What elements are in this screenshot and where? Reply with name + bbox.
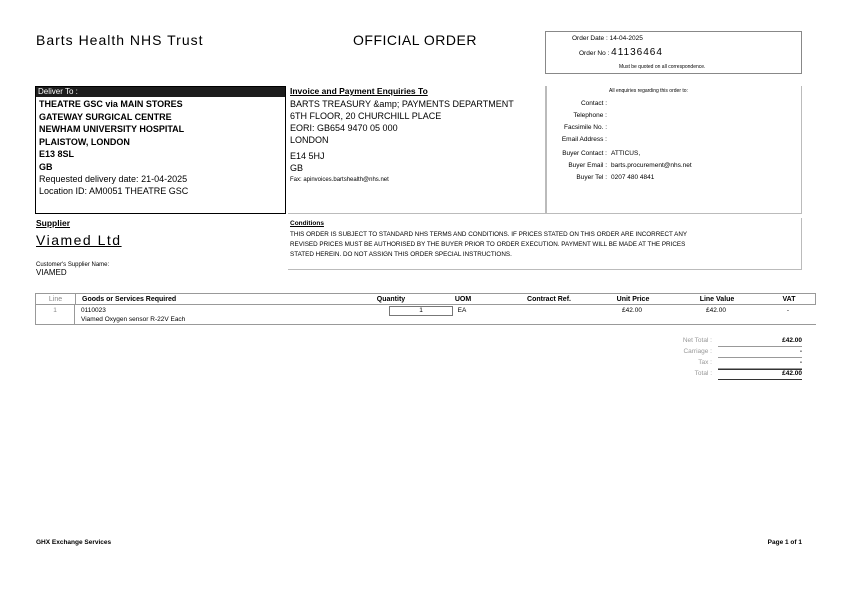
invoice-line: BARTS TREASURY &amp; PAYMENTS DEPARTMENT — [290, 99, 514, 109]
buyer-email-label: Buyer Email : — [568, 162, 607, 169]
conditions-text — [290, 230, 687, 260]
deliver-to-address — [39, 98, 184, 148]
customer-supplier-label: Customer's Supplier Name: — [36, 262, 110, 268]
invoice-postcode: E14 5HJ — [290, 151, 325, 161]
header-unit-price: Unit Price — [616, 296, 650, 303]
deliver-line: NEWHAM UNIVERSITY HOSPITAL — [39, 124, 185, 134]
items-table — [35, 293, 816, 333]
invoice-address — [290, 98, 514, 146]
invoice-heading: Invoice and Payment Enquiries To — [290, 86, 428, 96]
conditions-box — [288, 218, 802, 270]
order-date-row — [572, 35, 643, 42]
invoice-fax: Fax: apinvoices.bartshealth@nhs.net — [290, 177, 389, 183]
row-line: 1 — [35, 305, 75, 325]
buyer-contact-value: ATTICUS, — [611, 150, 641, 157]
facsimile-row — [547, 122, 801, 134]
page-number: Page 1 of 1 — [767, 539, 802, 546]
conditions-line: REVISED PRICES MUST BE AUTHORISED BY THE BUYER PRIOR TO ORDER EXECUTION. PAYMENT WILL BE MADE AT THE PRICES — [290, 241, 686, 248]
order-note: Must be quoted on all correspondence. — [619, 64, 706, 70]
header-line: Line — [36, 294, 76, 304]
table-header — [35, 293, 816, 305]
row-code: 0110023 — [81, 307, 106, 314]
order-info-box — [545, 31, 802, 74]
contact-note: All enquiries regarding this order to: — [609, 88, 688, 94]
facsimile-label: Facsimile No. : — [564, 124, 607, 131]
row-uom: EA — [457, 307, 467, 314]
order-date-value: 14-04-2025 — [609, 35, 643, 42]
invoice-line: EORI: GB654 9470 05 000 — [290, 123, 398, 133]
order-no-label: Order No : — [579, 50, 610, 57]
tax-label: Tax : — [698, 359, 712, 366]
buyer-email-row — [547, 160, 801, 172]
deliver-postcode: E13 8SL — [39, 149, 75, 159]
buyer-contact-row — [547, 148, 801, 160]
deliver-line: PLAISTOW, LONDON — [39, 136, 130, 147]
telephone-row — [547, 110, 801, 122]
carriage-label: Carriage : — [683, 348, 712, 355]
deliver-line: THEATRE GSC via MAIN STORES — [39, 99, 183, 109]
carriage-value: - — [718, 348, 802, 358]
net-total-label: Net Total : — [682, 337, 712, 344]
telephone-label: Telephone : — [573, 112, 607, 119]
table-row — [35, 305, 816, 325]
row-vat: - — [786, 307, 790, 314]
deliver-line: GATEWAY SURGICAL CENTRE — [39, 111, 172, 122]
contact-list — [547, 98, 801, 184]
buyer-tel-value: 0207 480 4841 — [611, 174, 655, 181]
email-label: Email Address : — [561, 136, 607, 143]
supplier-name: Viamed Ltd — [36, 232, 122, 248]
contact-row — [547, 98, 801, 110]
net-total-row — [640, 336, 802, 347]
total-row — [640, 369, 802, 380]
deliver-to-box — [35, 86, 286, 214]
row-quantity: 1 — [389, 306, 453, 316]
invoice-line: LONDON — [290, 135, 329, 145]
order-no-row — [579, 47, 663, 58]
footer-left: GHX Exchange Services — [36, 539, 112, 546]
deliver-country: GB — [39, 162, 53, 172]
header-contract: Contract Ref. — [527, 296, 571, 303]
buyer-contact-label: Buyer Contact : — [562, 150, 607, 157]
total-value: £42.00 — [718, 369, 802, 380]
order-no-value: 41136464 — [611, 47, 663, 58]
net-total-value: £42.00 — [718, 337, 802, 347]
header-line-value: Line Value — [699, 296, 735, 303]
deliver-to-heading: Deliver To : — [36, 87, 285, 97]
conditions-heading: Conditions — [290, 220, 324, 227]
buyer-tel-label: Buyer Tel : — [576, 174, 607, 181]
totals — [640, 336, 802, 380]
tax-row — [640, 358, 802, 369]
header-goods: Goods or Services Required — [82, 296, 177, 303]
buyer-tel-row — [547, 172, 801, 184]
header-vat: VAT — [782, 296, 796, 303]
row-unit-price: £42.00 — [622, 307, 642, 314]
row-desc: Viamed Oxygen sensor R-22V Each — [81, 316, 186, 323]
conditions-line: STATED HEREIN. DO NOT ASSIGN THIS ORDER SPECIAL INSTRUCTIONS. — [290, 251, 512, 258]
supplier-heading: Supplier — [36, 218, 71, 228]
buyer-email-value: barts.procurement@nhs.net — [611, 162, 692, 169]
customer-supplier-value: VIAMED — [36, 268, 67, 277]
total-label: Total : — [694, 370, 712, 377]
trust-name: Barts Health NHS Trust — [36, 32, 204, 48]
document-title: OFFICIAL ORDER — [353, 32, 477, 48]
email-row — [547, 134, 801, 148]
contact-label: Contact : — [580, 100, 607, 107]
order-date-label: Order Date : — [572, 35, 608, 42]
carriage-row — [640, 347, 802, 358]
invoice-country: GB — [290, 163, 304, 173]
tax-value: - — [718, 359, 802, 369]
location-id: Location ID: AM0051 THEATRE GSC — [39, 186, 189, 196]
invoice-box — [288, 86, 546, 214]
conditions-line: THIS ORDER IS SUBJECT TO STANDARD NHS TERMS AND CONDITIONS. IF PRICES STATED ON THIS ORDER ARE INCORRECT ANY — [290, 231, 688, 238]
row-line-value: £42.00 — [706, 307, 726, 314]
invoice-line: 6TH FLOOR, 20 CHURCHILL PLACE — [290, 111, 442, 121]
contact-box — [546, 86, 802, 214]
requested-delivery-date: Requested delivery date: 21-04-2025 — [39, 174, 188, 184]
header-uom: UOM — [454, 296, 472, 303]
header-quantity: Quantity — [376, 296, 406, 303]
